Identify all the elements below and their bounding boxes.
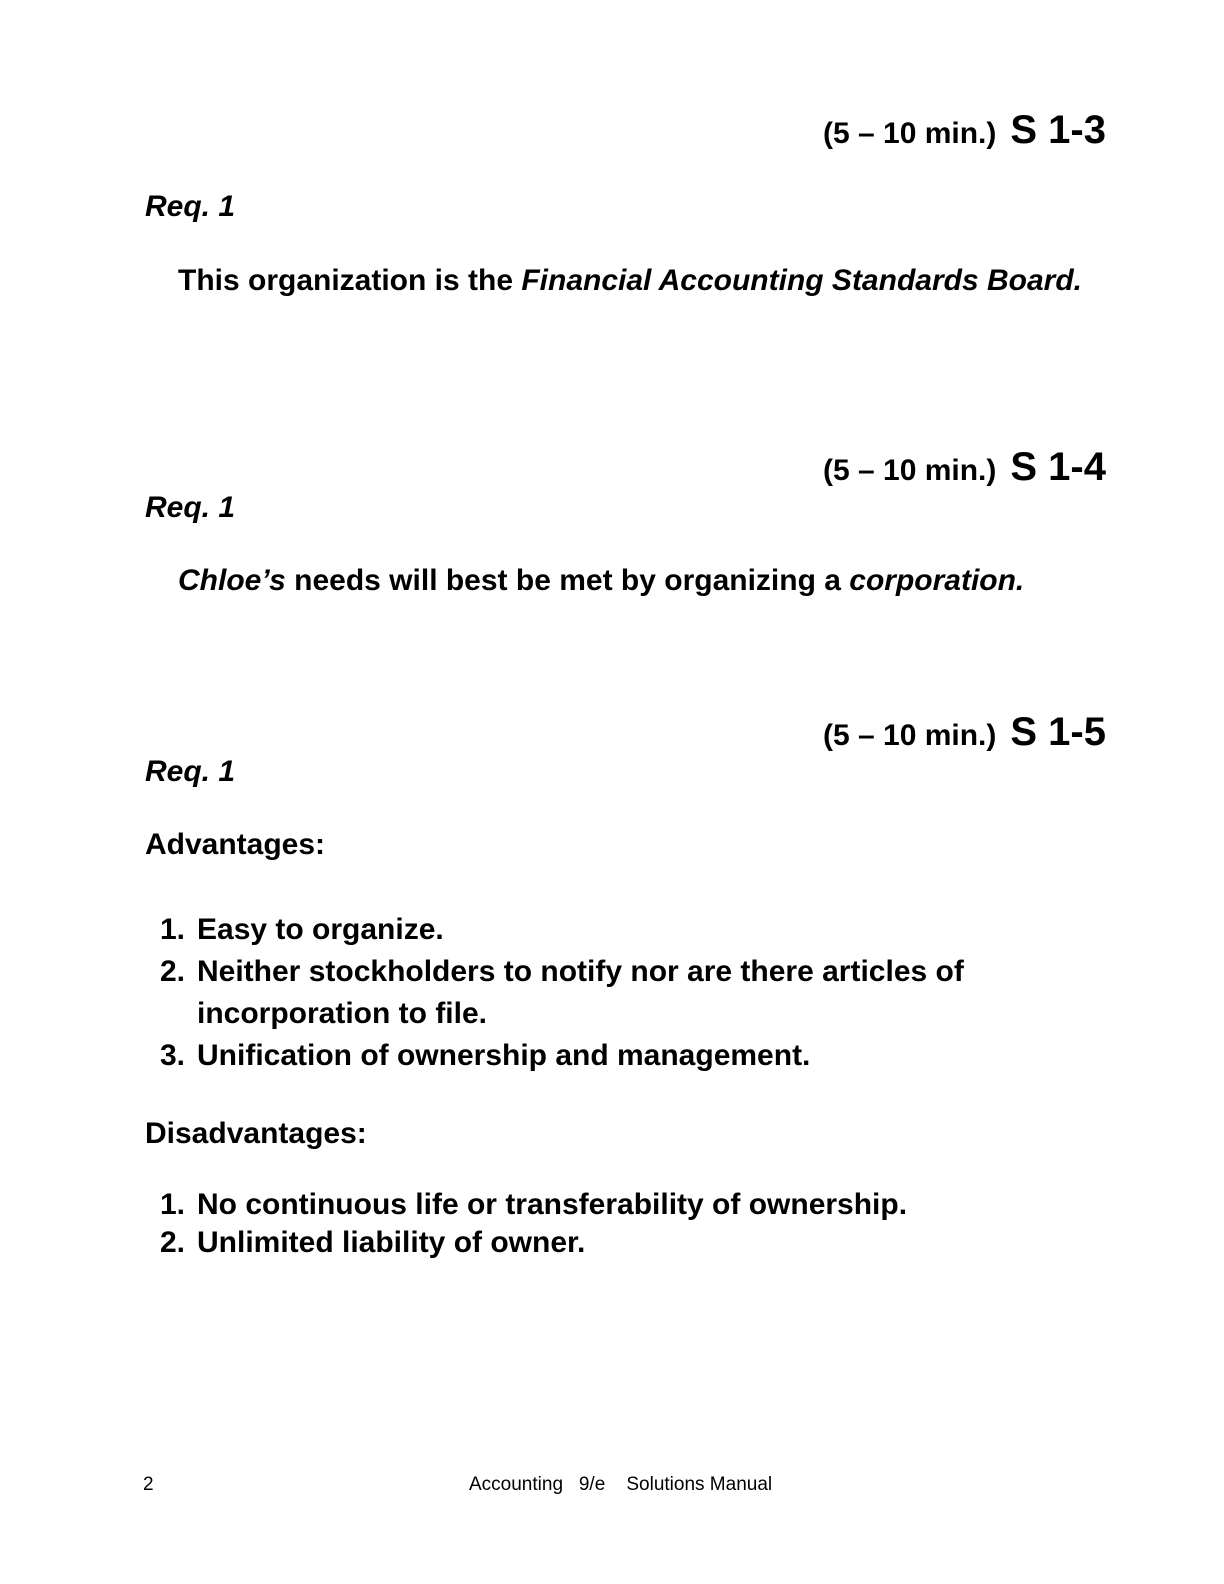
exercise-code: S 1-4	[1010, 445, 1106, 489]
list-item-number: 1.	[160, 913, 186, 946]
answer-emphasis: corporation.	[849, 564, 1025, 597]
advantages-list	[160, 909, 1060, 1077]
footer-book-title: Accounting 9/e Solutions Manual	[469, 1474, 773, 1495]
list-item	[160, 1224, 1060, 1262]
exercise-code: S 1-3	[1010, 108, 1106, 152]
list-item-number: 2.	[160, 1226, 186, 1259]
list-item	[160, 951, 1060, 1035]
list-item-text: Unification of ownership and management.	[197, 1039, 811, 1072]
exercise-header-s1-5	[823, 710, 1106, 755]
page-number: 2	[143, 1474, 154, 1495]
list-item	[160, 1186, 1060, 1224]
list-item-text: No continuous life or transferability of ownership.	[197, 1188, 908, 1221]
answer-emphasis: Chloe’s	[178, 564, 286, 597]
answer-text: This organization is the	[178, 264, 522, 297]
exercise-header-s1-3	[823, 108, 1106, 153]
requirement-label: Req. 1	[145, 491, 236, 524]
disadvantages-label: Disadvantages:	[145, 1117, 367, 1150]
list-item-number: 3.	[160, 1039, 186, 1072]
requirement-label: Req. 1	[145, 755, 236, 788]
list-item-number: 2.	[160, 955, 186, 988]
time-estimate: (5 – 10 min.)	[822, 719, 997, 752]
exercise-code: S 1-5	[1010, 710, 1106, 754]
answer-paragraph-s1-4	[178, 563, 1106, 599]
list-item-text: Easy to organize.	[197, 913, 444, 946]
exercise-header-s1-4	[823, 445, 1106, 490]
requirement-label: Req. 1	[145, 190, 236, 223]
answer-paragraph-s1-3	[178, 263, 1106, 299]
list-item	[160, 909, 1060, 951]
answer-text: needs will best be met by organizing a	[285, 564, 850, 597]
list-item	[160, 1035, 1060, 1077]
list-item-number: 1.	[160, 1188, 186, 1221]
list-item-text: Neither stockholders to notify nor are there articles of incorporation to file.	[197, 955, 964, 1030]
time-estimate: (5 – 10 min.)	[822, 454, 997, 487]
answer-emphasis: Financial Accounting Standards Board.	[521, 264, 1082, 297]
advantages-label: Advantages:	[145, 828, 326, 861]
list-item-text: Unlimited liability of owner.	[197, 1226, 586, 1259]
time-estimate: (5 – 10 min.)	[822, 117, 997, 150]
disadvantages-list	[160, 1186, 1060, 1262]
